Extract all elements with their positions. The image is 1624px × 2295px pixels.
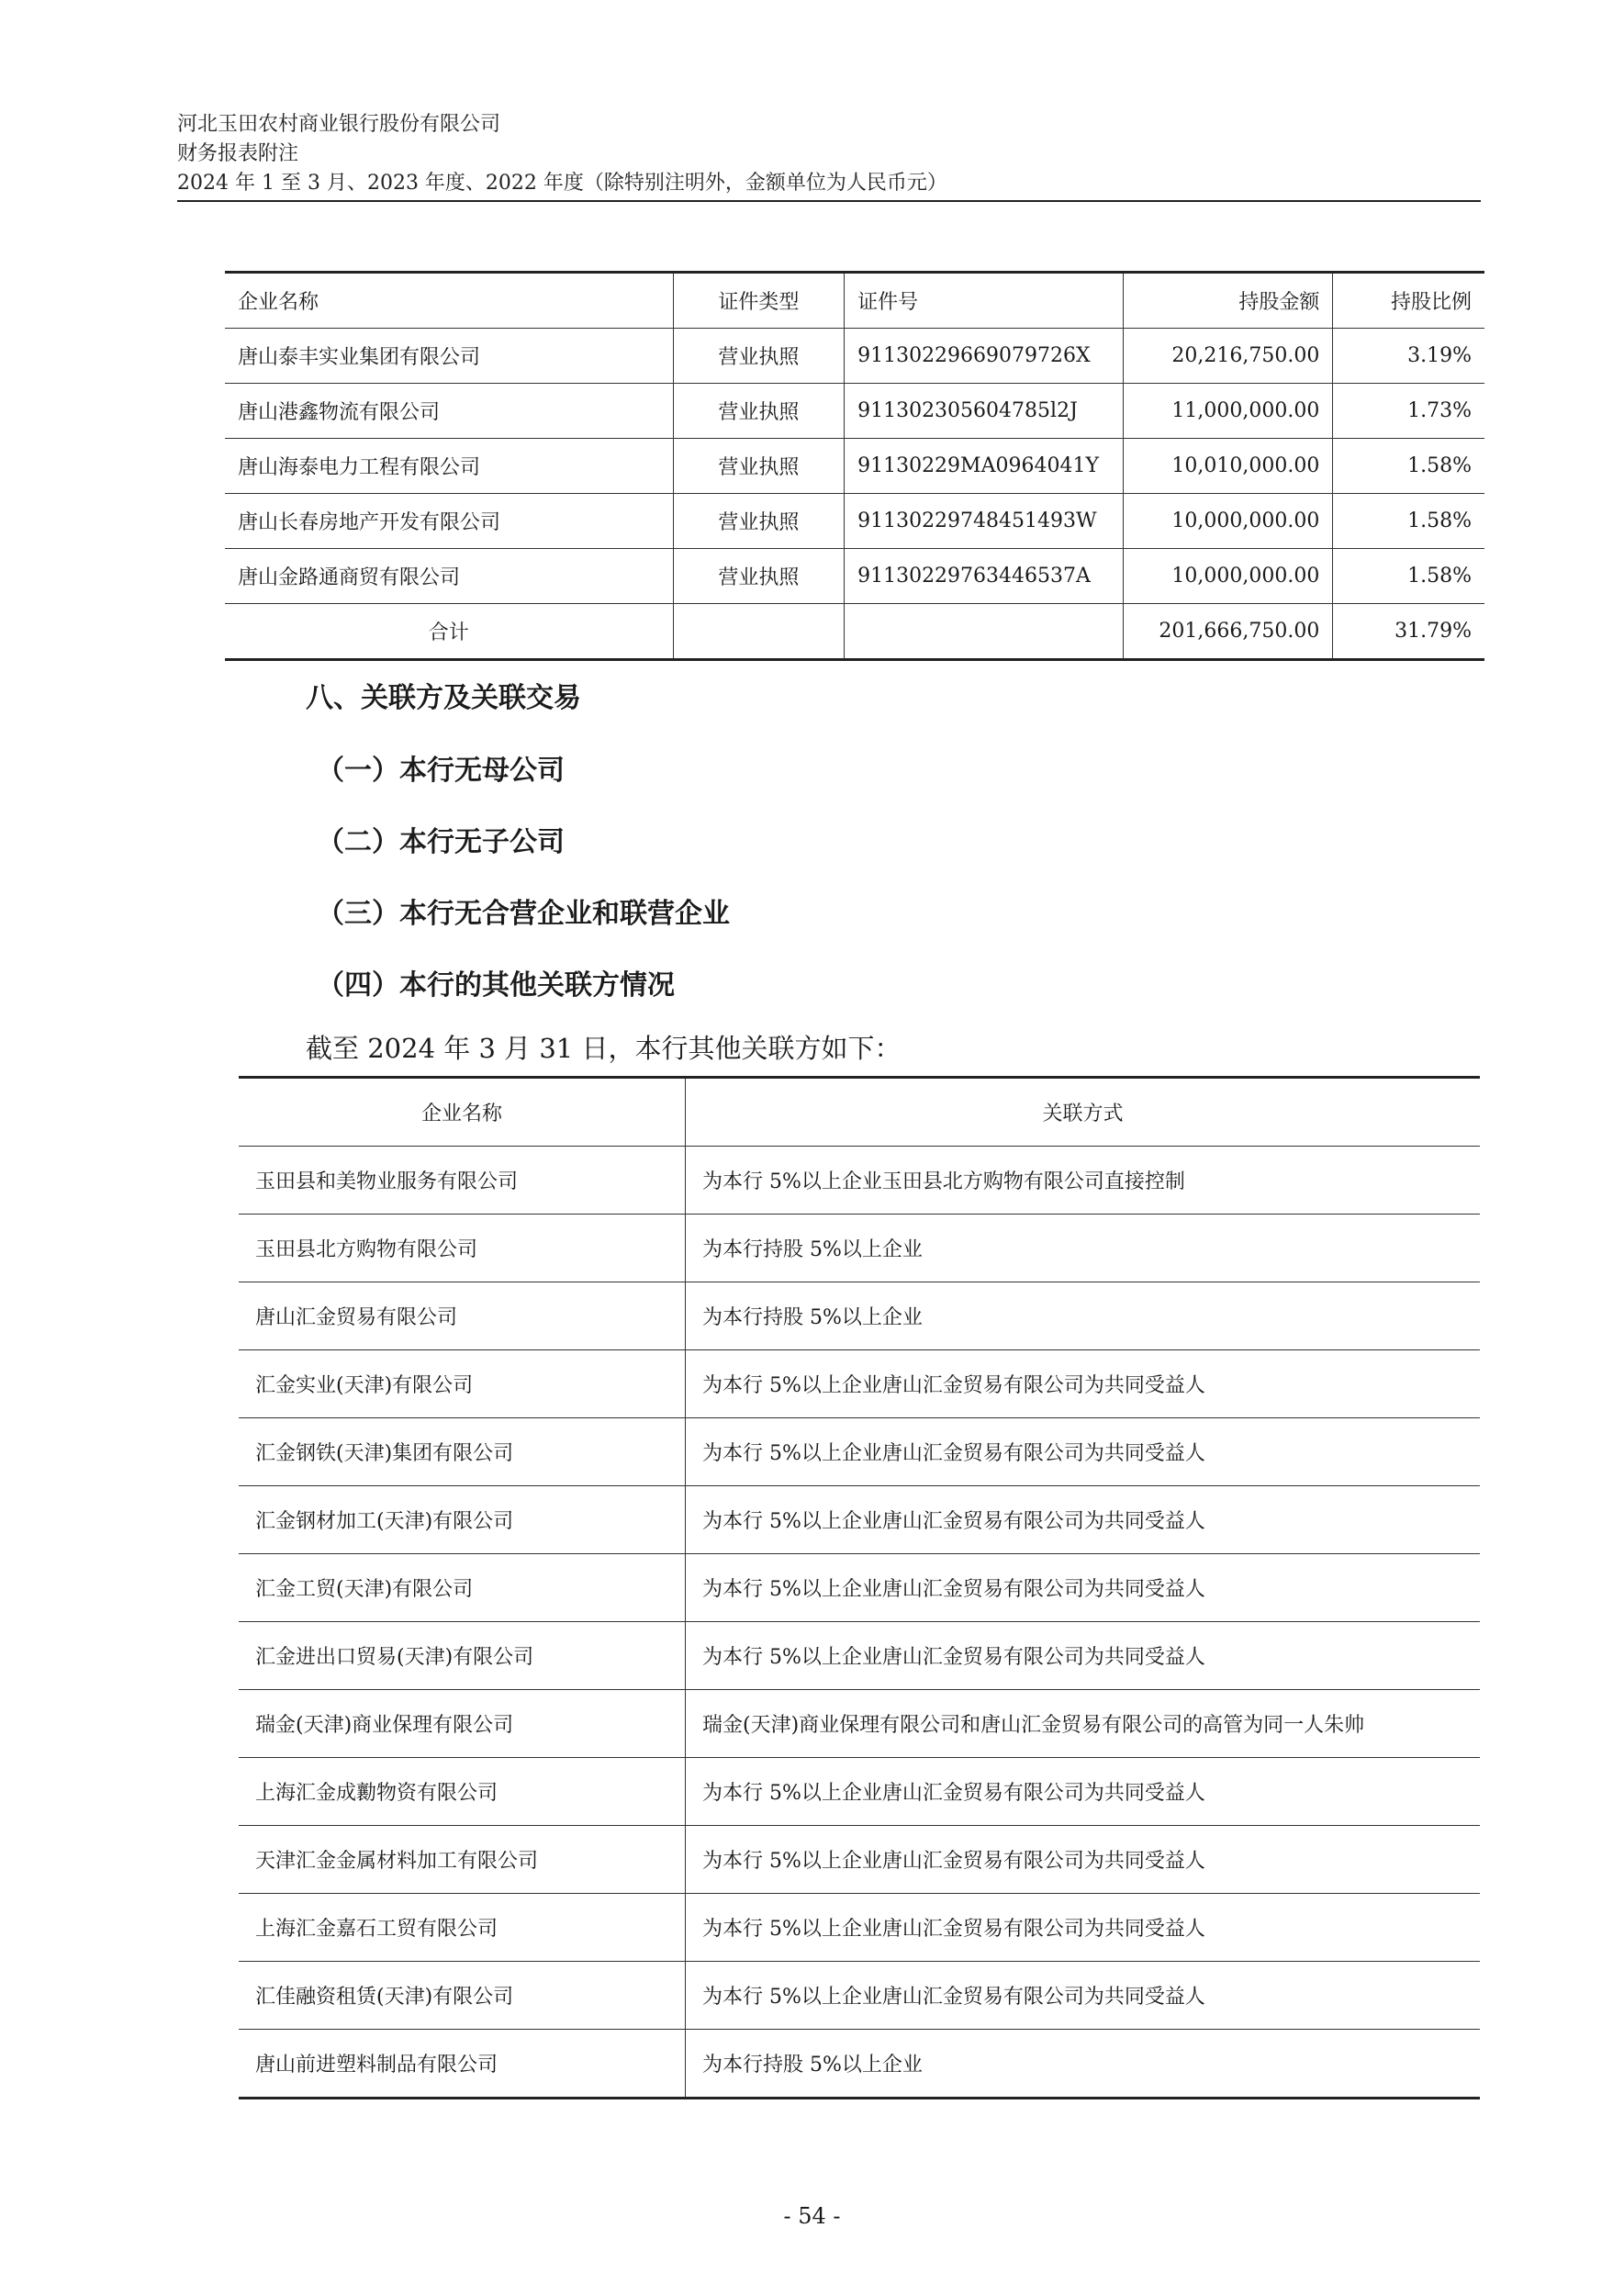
total-label: 合计: [225, 604, 673, 660]
company-name-cell: 唐山汇金贸易有限公司: [239, 1282, 686, 1350]
section-heading: 八、关联方及关联交易: [306, 682, 581, 714]
company-name-cell: 唐山港鑫物流有限公司: [225, 384, 673, 439]
ratio-cell: 1.58%: [1333, 549, 1484, 604]
relation-cell: 为本行 5%以上企业玉田县北方购物有限公司直接控制: [686, 1147, 1481, 1215]
table-row: [239, 1894, 1480, 1962]
total-ratio: 31.79%: [1333, 604, 1484, 660]
relation-cell: 为本行 5%以上企业唐山汇金贸易有限公司为共同受益人: [686, 1962, 1481, 2030]
relation-cell: 为本行持股 5%以上企业: [686, 1215, 1481, 1282]
intro-paragraph: 截至 2024 年 3 月 31 日，本行其他关联方如下：: [306, 1033, 902, 1064]
table-row: [239, 2030, 1480, 2099]
subsection-heading: （四）本行的其他关联方情况: [317, 969, 675, 1002]
relation-cell: 为本行 5%以上企业唐山汇金贸易有限公司为共同受益人: [686, 1554, 1481, 1622]
table-row: [239, 1758, 1480, 1826]
relation-cell: 为本行 5%以上企业唐山汇金贸易有限公司为共同受益人: [686, 1350, 1481, 1418]
empty-cell: [673, 604, 844, 660]
company-name-cell: 玉田县和美物业服务有限公司: [239, 1147, 686, 1215]
id-number-cell: 91130229MA0964041Y: [845, 439, 1124, 494]
shareholders-table: [225, 271, 1484, 661]
table-row: [239, 1826, 1480, 1894]
company-name: 河北玉田农村商业银行股份有限公司: [177, 113, 501, 136]
subsection-heading: （一）本行无母公司: [317, 755, 565, 787]
company-name-cell: 汇佳融资租赁(天津)有限公司: [239, 1962, 686, 2030]
subsection-list: [317, 744, 730, 1030]
ratio-cell: 1.58%: [1333, 439, 1484, 494]
table-row: [239, 1486, 1480, 1554]
page-number: - 54 -: [783, 2203, 841, 2229]
company-name-cell: 唐山泰丰实业集团有限公司: [225, 329, 673, 384]
table-row: [239, 1418, 1480, 1486]
company-name-cell: 玉田县北方购物有限公司: [239, 1215, 686, 1282]
amount-cell: 20,216,750.00: [1124, 329, 1333, 384]
total-row: [225, 604, 1484, 660]
table-row: [225, 439, 1484, 494]
column-header: 持股金额: [1124, 273, 1333, 329]
id-type-cell: 营业执照: [673, 329, 844, 384]
ratio-cell: 3.19%: [1333, 329, 1484, 384]
company-name-cell: 天津汇金金属材料加工有限公司: [239, 1826, 686, 1894]
amount-cell: 10,000,000.00: [1124, 549, 1333, 604]
company-name-cell: 汇金工贸(天津)有限公司: [239, 1554, 686, 1622]
id-number-cell: 91130229763446537A: [845, 549, 1124, 604]
subsection-heading: （三）本行无合营企业和联营企业: [317, 898, 730, 930]
id-type-cell: 营业执照: [673, 439, 844, 494]
company-name-cell: 唐山海泰电力工程有限公司: [225, 439, 673, 494]
table-row: [239, 1282, 1480, 1350]
company-name-cell: 唐山长春房地产开发有限公司: [225, 494, 673, 549]
table-row: [239, 1215, 1480, 1282]
company-name-cell: 汇金进出口贸易(天津)有限公司: [239, 1622, 686, 1690]
company-name-cell: 唐山金路通商贸有限公司: [225, 549, 673, 604]
table-row: [225, 329, 1484, 384]
amount-cell: 10,000,000.00: [1124, 494, 1333, 549]
table-row: [239, 1690, 1480, 1758]
relation-cell: 为本行 5%以上企业唐山汇金贸易有限公司为共同受益人: [686, 1486, 1481, 1554]
company-name-cell: 瑞金(天津)商业保理有限公司: [239, 1690, 686, 1758]
id-type-cell: 营业执照: [673, 549, 844, 604]
table-header-row: [225, 273, 1484, 329]
table-row: [225, 384, 1484, 439]
company-name-cell: 唐山前进塑料制品有限公司: [239, 2030, 686, 2099]
id-number-cell: 91130229748451493W: [845, 494, 1124, 549]
relation-cell: 为本行 5%以上企业唐山汇金贸易有限公司为共同受益人: [686, 1622, 1481, 1690]
id-number-cell: 911302305604785l2J: [845, 384, 1124, 439]
company-name-cell: 汇金钢材加工(天津)有限公司: [239, 1486, 686, 1554]
relation-cell: 为本行 5%以上企业唐山汇金贸易有限公司为共同受益人: [686, 1894, 1481, 1962]
column-header: 企业名称: [225, 273, 673, 329]
table-header-row: [239, 1078, 1480, 1147]
company-name-cell: 汇金钢铁(天津)集团有限公司: [239, 1418, 686, 1486]
column-header: 证件号: [845, 273, 1124, 329]
ratio-cell: 1.73%: [1333, 384, 1484, 439]
relation-cell: 为本行 5%以上企业唐山汇金贸易有限公司为共同受益人: [686, 1826, 1481, 1894]
table-row: [239, 1622, 1480, 1690]
table-row: [239, 1554, 1480, 1622]
table-row: [239, 1350, 1480, 1418]
header-divider: [177, 200, 1481, 202]
id-number-cell: 91130229669079726X: [845, 329, 1124, 384]
document-title: 财务报表附注: [177, 142, 299, 165]
total-amount: 201,666,750.00: [1124, 604, 1333, 660]
table-row: [225, 494, 1484, 549]
id-type-cell: 营业执照: [673, 384, 844, 439]
relation-cell: 为本行持股 5%以上企业: [686, 2030, 1481, 2099]
id-type-cell: 营业执照: [673, 494, 844, 549]
table-row: [225, 549, 1484, 604]
column-header: 证件类型: [673, 273, 844, 329]
column-header: 持股比例: [1333, 273, 1484, 329]
relation-cell: 为本行 5%以上企业唐山汇金贸易有限公司为共同受益人: [686, 1758, 1481, 1826]
ratio-cell: 1.58%: [1333, 494, 1484, 549]
company-name-cell: 上海汇金嘉石工贸有限公司: [239, 1894, 686, 1962]
column-header: 企业名称: [239, 1078, 686, 1147]
empty-cell: [845, 604, 1124, 660]
company-name-cell: 上海汇金成勷物资有限公司: [239, 1758, 686, 1826]
column-header: 关联方式: [686, 1078, 1481, 1147]
company-name-cell: 汇金实业(天津)有限公司: [239, 1350, 686, 1418]
page-header: [177, 110, 1481, 198]
relation-cell: 为本行 5%以上企业唐山汇金贸易有限公司为共同受益人: [686, 1418, 1481, 1486]
table-row: [239, 1147, 1480, 1215]
table-row: [239, 1962, 1480, 2030]
amount-cell: 10,010,000.00: [1124, 439, 1333, 494]
amount-cell: 11,000,000.00: [1124, 384, 1333, 439]
relation-cell: 瑞金(天津)商业保理有限公司和唐山汇金贸易有限公司的高管为同一人朱帅: [686, 1690, 1481, 1758]
subsection-heading: （二）本行无子公司: [317, 826, 565, 858]
related-parties-table: [239, 1076, 1480, 2099]
relation-cell: 为本行持股 5%以上企业: [686, 1282, 1481, 1350]
reporting-period: 2024 年 1 至 3 月、2023 年度、2022 年度（除特别注明外，金额单位为人民币元）: [177, 172, 947, 195]
